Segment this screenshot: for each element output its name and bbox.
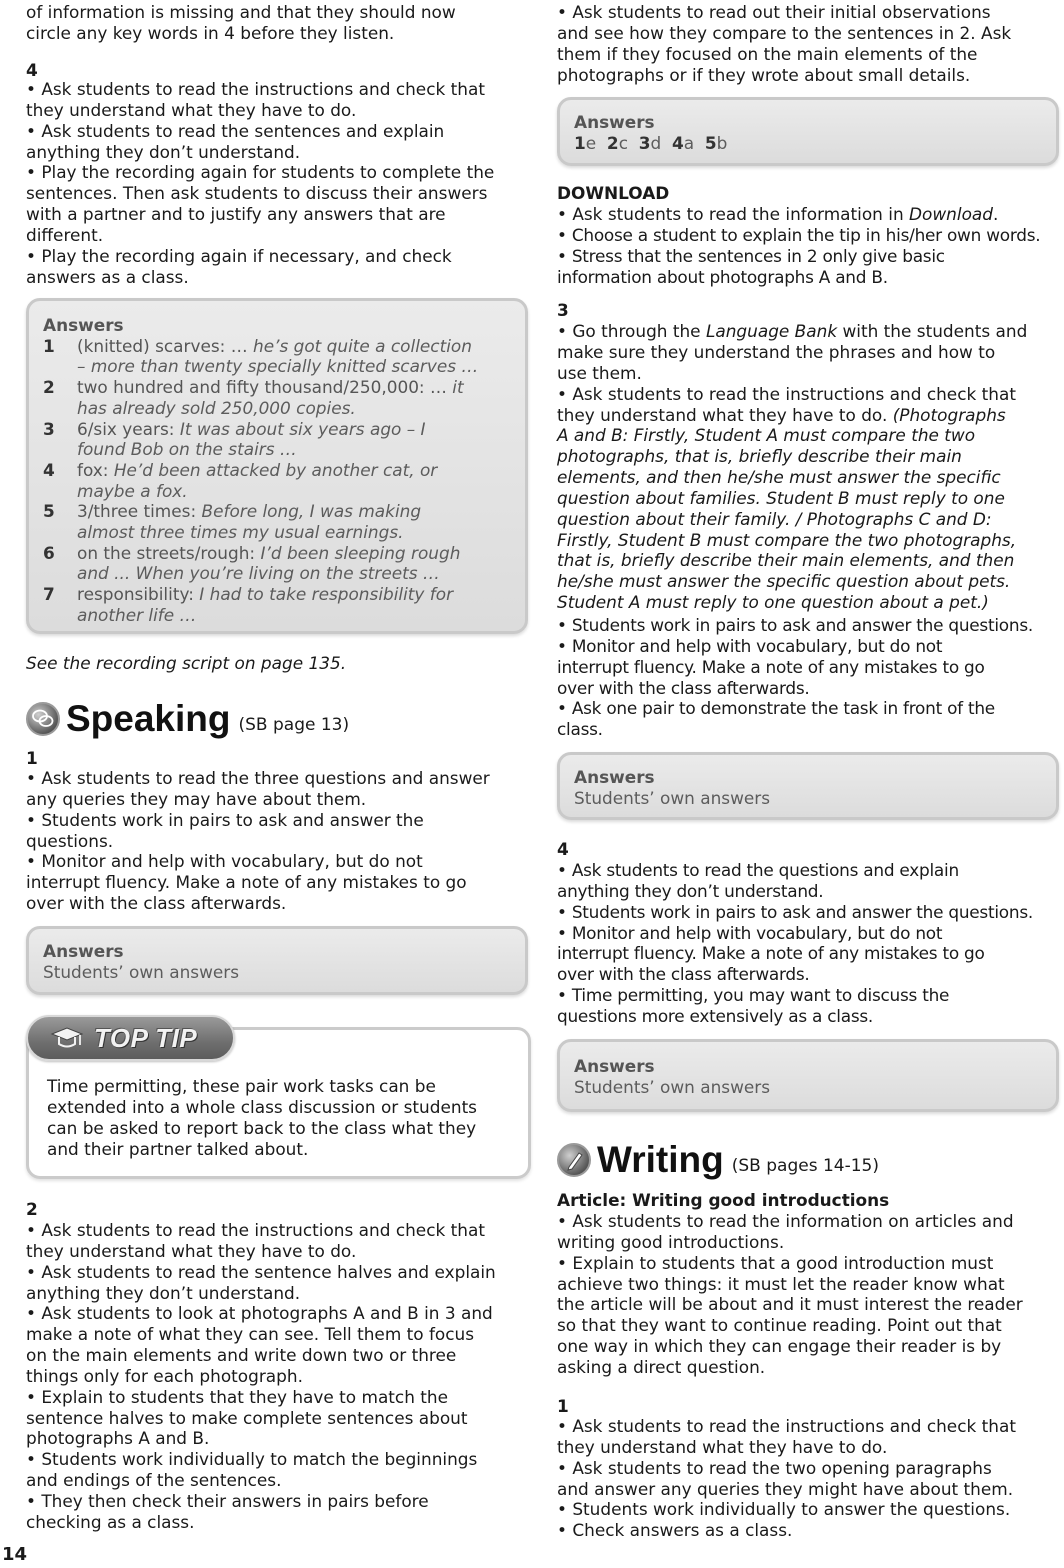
answer-item: on the streets/rough: I’d been sleeping rough and ... When you’re living on the streets … [77, 542, 461, 584]
article-title: Article: Writing good introductions [557, 1190, 890, 1210]
writing-page-ref: (SB pages 14-15) [731, 1156, 879, 1176]
answer-item: fox: He’d been attacked by another cat, or maybe a fox. [77, 459, 438, 501]
answers-title: Answers [43, 315, 124, 335]
answers-text: Students’ own answers [574, 787, 771, 808]
speaking-3-text-end: • Students work in pairs to ask and answer the questions. • Monitor and help with vocabulary, but do not interrupt fluency. Make a note of any mistakes to go over with the class afterwards. • Ask one pair to demonstrate the task in front of the class. [557, 615, 1034, 740]
speaking-3-line-1: • Go through the Language Bank with the students and [557, 321, 1028, 341]
top-tip-text: Time permitting, these pair work tasks can be extended into a whole class discussion or students can be asked to report back to the class what they and their partner talked about. [47, 1076, 477, 1159]
answers-box-speaking-2 [557, 97, 1059, 166]
answer-number: 7 [43, 584, 55, 605]
answers-box-speaking-4 [557, 1039, 1059, 1112]
answer-number: 3 [43, 418, 55, 439]
answers-title: Answers [43, 941, 124, 961]
answers-title: Answers [574, 1056, 655, 1076]
answers-inline-list [574, 133, 1042, 154]
writing-heading [557, 1140, 879, 1180]
answers-list [43, 336, 511, 626]
answer-pair: 2c [606, 132, 628, 153]
answer-pair: 5b [704, 132, 728, 153]
download-line-1: • Ask students to read the information in Download. [557, 204, 999, 224]
graduation-cap-icon [50, 1025, 84, 1051]
answer-item: two hundred and fifty thousand/250,000: … it has already sold 250,000 copies. [77, 377, 464, 418]
speaking-title: Speaking [66, 698, 231, 739]
speaking-1-number: 1 [26, 748, 38, 768]
writing-1-text: • Ask students to read the instructions and check that they understand what they have to do. • Ask students to read the two opening paragraphs and answer any queries they might have about them. • Students work individually to answer the questions. • Check answers as a class. [557, 1416, 1016, 1541]
speaking-3-text: make sure they understand the phrases and how to use them. • Ask students to read the instructions and check that they understand what they have to do. (Photographs A and B: Firstly, Student A must compare the two photographs, that is, briefly describe their main elements, and then he/she must answer the specific question about families. Student B must reply to one question about their family. / Photographs C and D: Firstly, Student B must compare the two photographs, that is, briefly describe their main elements, and then he/she must answer the specific question about pets. Student A must reply to one question about a pet.) [557, 342, 1017, 613]
left-intro: of information is missing and that they should now circle any key words in 4 before they listen. [26, 2, 456, 43]
answer-pair: 4a [671, 132, 695, 153]
answers-box-speaking-1 [26, 926, 528, 995]
speaking-3-number: 3 [557, 300, 569, 320]
answer-number: 5 [43, 501, 55, 522]
answer-item: 3/three times: Before long, I was making almost three times my usual earnings. [77, 501, 422, 543]
top-tip-label: TOP TIP [94, 1022, 198, 1053]
answer-number: 2 [43, 377, 55, 398]
writing-title: Writing [597, 1139, 724, 1180]
left-section-4-number: 4 [26, 60, 38, 80]
speaking-2-text: • Ask students to read the instructions and check that they understand what they have to do. • Ask students to read the sentence halves and explain anything they don’t understand. • Ask students to look at photographs A and B in 3 and make a note of what they can see. Tell them to focus on the main elements and write down two or three things only for each photograph. • Explain to students that they have to match the sentence halves to make complete sentences about photographs A and B. • Students work individually to match the beginnings and endings of the sentences. • They then check their answers in pairs before checking as a class. [26, 1220, 496, 1532]
answers-box-listening [26, 298, 528, 634]
answer-pair: 1e [574, 132, 597, 153]
page-number: 14 [2, 1544, 28, 1565]
answer-item: responsibility: I had to take responsibility for another life … [77, 584, 454, 625]
speech-bubbles-icon [26, 702, 60, 736]
pencil-icon [557, 1143, 591, 1177]
speaking-4-text: • Ask students to read the questions and explain anything they don’t understand. • Students work in pairs to ask and answer the questions. • Monitor and help with vocabulary, but do not interrupt fluency. Make a note of any mistakes to go over with the class afterwards. • Time permitting, you may want to discuss the questions more extensively as a class. [557, 860, 1034, 1026]
speaking-2-number: 2 [26, 1199, 38, 1219]
answer-item: 6/six years: It was about six years ago – I found Bob on the stairs … [77, 418, 426, 460]
speaking-page-ref: (SB page 13) [238, 715, 350, 735]
answer-number: 1 [43, 335, 55, 356]
answers-title: Answers [574, 112, 655, 132]
answers-text: Students’ own answers [43, 961, 240, 982]
recording-script-note: See the recording script on page 135. [26, 653, 347, 673]
download-title: DOWNLOAD [557, 183, 670, 203]
article-text: • Ask students to read the information on articles and writing good introductions. • Explain to students that a good introduction must achieve two things: it must let the reader know what the article will be about and it must interest the reader so that they want to continue reading. Point out that one way in which they can engage their reader is by asking a direct question. [557, 1211, 1023, 1377]
answer-pair: 3d [638, 132, 662, 153]
answer-number: 4 [43, 459, 55, 480]
answer-number: 6 [43, 542, 55, 563]
answers-text: Students’ own answers [574, 1076, 771, 1097]
speaking-heading [26, 699, 349, 739]
speaking-4-number: 4 [557, 839, 569, 859]
speaking-1-text: • Ask students to read the three questions and answer any queries they may have about them. • Students work in pairs to ask and answer the questions. • Monitor and help with vocabulary, but do not interrupt fluency. Make a note of any mistakes to go over with the class afterwards. [26, 768, 490, 914]
writing-1-number: 1 [557, 1396, 569, 1416]
answer-item: (knitted) scarves: … he’s got quite a collection – more than twenty specially knitted scarves … [77, 335, 479, 377]
left-section-4-text: • Ask students to read the instructions and check that they understand what they have to do. • Ask students to read the sentences and explain anything they don’t understand. • Play the recording again for students to complete the sentences. Then ask students to discuss their answers with a partner and to justify any answers that are different. • Play the recording again if necessary, and check answers as a class. [26, 79, 495, 287]
right-intro: • Ask students to read out their initial observations and see how they compare to the sentences in 2. Ask them if they focused on the main elements of the photographs or if they wrote about small details. [557, 2, 1012, 85]
answers-box-speaking-3 [557, 752, 1059, 820]
answers-title: Answers [574, 767, 655, 787]
top-tip-tab [26, 1015, 235, 1061]
download-text: • Choose a student to explain the tip in his/her own words. • Stress that the sentences in 2 only give basic information about photographs A and B. [557, 225, 1041, 287]
